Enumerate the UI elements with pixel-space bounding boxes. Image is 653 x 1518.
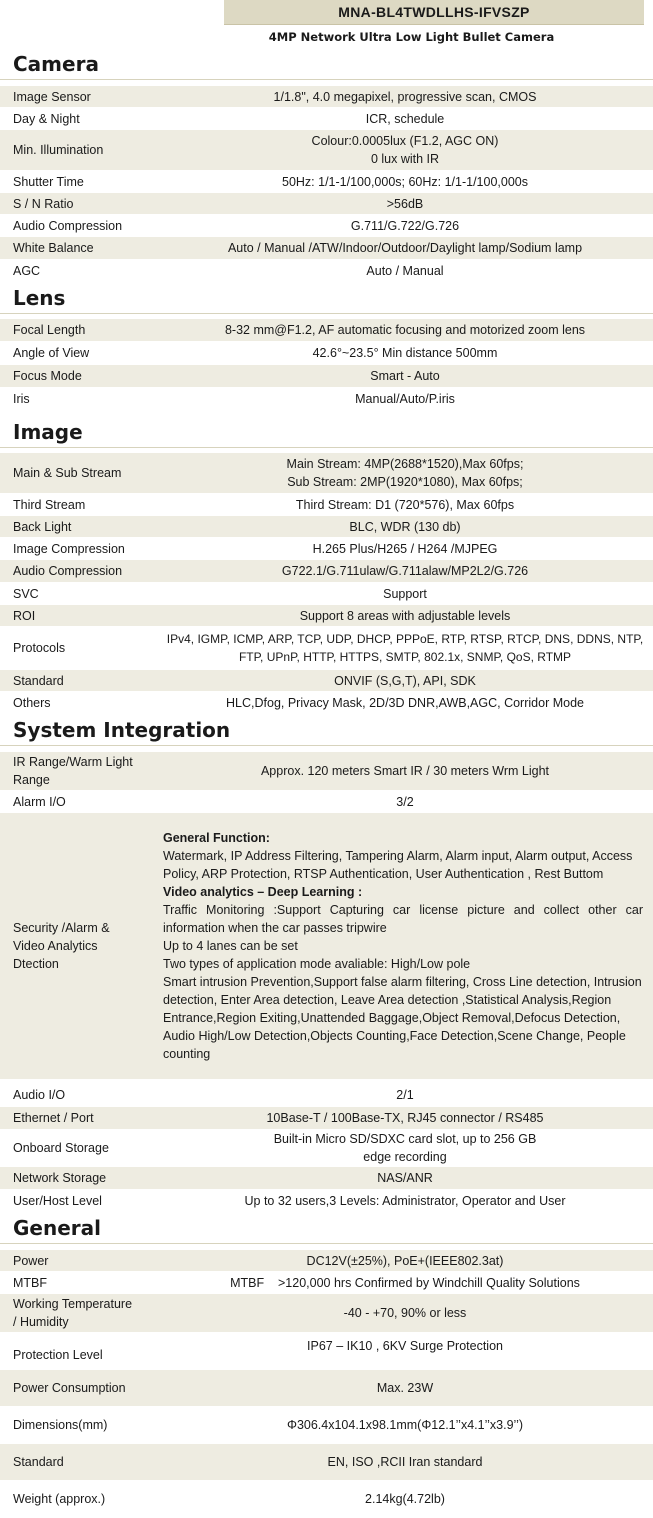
video-analytics-heading: Video analytics – Deep Learning : — [163, 885, 363, 899]
spec-label — [0, 1295, 163, 1331]
spec-label — [0, 753, 163, 789]
spec-label: Back Light — [13, 519, 72, 534]
spec-row — [0, 560, 653, 583]
smart-intrusion-text: Smart intrusion Prevention,Support false alarm filtering, Cross Line detection, Intrusion detection, Enter Area detection, Leave Area detection ,Statistical Analysis,Region Entrance,Region Exiting,Unattended Baggage,Object Removal,Defocus Detection, Audio High/Low Detection,Objects Counting,Face Detection,Scene Change, People counting — [163, 975, 642, 1061]
spec-row — [0, 1272, 653, 1294]
spec-label: Protocols — [13, 641, 66, 655]
spec-label: Image Sensor — [13, 89, 91, 104]
spec-row — [0, 791, 653, 813]
spec-label: Dimensions(mm) — [13, 1418, 108, 1432]
spec-value — [163, 1130, 653, 1166]
spec-value: Third Stream: D1 (720*576), Max 60fps — [295, 497, 515, 512]
section-title-camera: Camera — [0, 49, 653, 80]
product-subtitle: 4MP Network Ultra Low Light Bullet Camera — [268, 30, 555, 44]
spec-label: Angle of View — [13, 346, 90, 360]
spec-value: BLC, WDR (130 db) — [349, 519, 461, 534]
spec-row — [0, 1130, 653, 1167]
spec-label: Image Compression — [13, 541, 125, 556]
general-function-heading: General Function: — [163, 831, 270, 845]
spec-row — [0, 692, 653, 715]
spec-label: Audio I/O — [13, 1088, 66, 1102]
spec-row — [0, 583, 653, 605]
spec-label: AGC — [13, 264, 41, 278]
spec-row — [0, 86, 653, 108]
spec-label: Main & Sub Stream — [13, 466, 122, 480]
spec-label: Standard — [13, 673, 64, 688]
spec-value: Auto / Manual — [366, 264, 444, 278]
spec-value: EN, ISO ,RCII Iran standard — [327, 1455, 483, 1469]
spec-row — [0, 494, 653, 516]
spec-label: Iris — [13, 392, 30, 406]
spec-label: White Balance — [13, 241, 94, 255]
section-title-system-integration: System Integration — [0, 715, 653, 746]
spec-label: Focus Mode — [13, 369, 82, 383]
spec-label: Focal Length — [13, 323, 86, 337]
spec-value: Φ306.4x104.1x98.1mm(Φ12.1’’x4.1’’x3.9’’) — [286, 1418, 524, 1432]
section-title-image: Image — [0, 417, 653, 448]
section-title-general: General — [0, 1213, 653, 1244]
spec-value: Support — [383, 586, 427, 601]
spec-row — [0, 388, 653, 411]
spec-row — [0, 319, 653, 342]
spec-value: MTBF >120,000 hrs Confirmed by Windchill Quality Solutions — [230, 1275, 580, 1290]
spec-row — [0, 1481, 653, 1518]
spec-value-line: 0 lux with IR — [370, 152, 440, 166]
spec-label: Min. Illumination — [13, 143, 104, 157]
spec-label: Protection Level — [13, 1348, 103, 1362]
spec-value: 1/1.8", 4.0 megapixel, progressive scan, CMOS — [273, 89, 537, 104]
spec-value: Max. 23W — [376, 1381, 434, 1395]
spec-value: DC12V(±25%), PoE+(IEEE802.3at) — [306, 1253, 504, 1268]
spec-row — [0, 1333, 653, 1370]
spec-value-line: FTP, UPnP, HTTP, HTTPS, SMTP, 802.1x, SNMP, QoS, RTMP — [238, 650, 572, 664]
spec-label: Power — [13, 1253, 49, 1268]
spec-label: Audio Compression — [13, 218, 123, 233]
spec-label-line: Video Analytics — [13, 939, 98, 953]
spec-value-line: Colour:0.0005lux (F1.2, AGC ON) — [311, 134, 499, 148]
spec-label: Ethernet / Port — [13, 1111, 94, 1125]
spec-value: 2.14kg(4.72lb) — [365, 1492, 445, 1506]
spec-label: MTBF — [13, 1275, 48, 1290]
spec-label: Network Storage — [13, 1171, 107, 1185]
spec-value: 42.6°~23.5° Min distance 500mm — [312, 346, 498, 360]
spec-value: 2/1 — [396, 1088, 414, 1102]
spec-label: ROI — [13, 608, 36, 623]
spec-row — [0, 1444, 653, 1481]
spec-value: Approx. 120 meters Smart IR / 30 meters Wrm Light — [260, 764, 550, 778]
spec-label: Power Consumption — [13, 1381, 126, 1395]
spec-value — [163, 455, 653, 491]
spec-row — [0, 193, 653, 215]
spec-row — [0, 342, 653, 365]
spec-row — [0, 1190, 653, 1213]
spec-row — [0, 215, 653, 237]
spec-label: Alarm I/O — [13, 794, 66, 809]
spec-row — [0, 538, 653, 560]
spec-value: 50Hz: 1/1-1/100,000s; 60Hz: 1/1-1/100,000s — [282, 174, 528, 189]
spec-row — [0, 752, 653, 791]
spec-value: 3/2 — [396, 794, 414, 809]
spec-value: NAS/ANR — [377, 1171, 433, 1185]
spec-row — [0, 171, 653, 193]
spec-label: SVC — [13, 586, 39, 601]
spec-value — [163, 630, 653, 666]
spec-value-line: Sub Stream: 2MP(1920*1080), Max 60fps; — [287, 475, 523, 489]
spec-row — [0, 1407, 653, 1444]
model-number: MNA-BL4TWDLLHS-IFVSZP — [224, 0, 644, 25]
spec-row — [0, 605, 653, 627]
spec-row — [0, 627, 653, 670]
spec-value — [163, 132, 653, 168]
spec-value: Up to 32 users,3 Levels: Administrator, Operator and User — [244, 1194, 566, 1208]
spec-label: Onboard Storage — [13, 1141, 109, 1155]
spec-label-line: Security /Alarm & — [13, 921, 110, 935]
spec-value-line: Built-in Micro SD/SDXC card slot, up to 256 GB — [273, 1132, 537, 1146]
spec-value: 8-32 mm@F1.2, AF automatic focusing and motorized zoom lens — [224, 323, 586, 337]
general-function-text: Watermark, IP Address Filtering, Tampering Alarm, Alarm input, Alarm output, Access Policy, ARP Protection, RTSP Authentication, User Authentication , Rest Buttom — [163, 849, 633, 881]
spec-row-security — [0, 813, 653, 1080]
section-title-lens: Lens — [0, 283, 653, 314]
spec-row — [0, 130, 653, 171]
spec-value-line: IPv4, IGMP, ICMP, ARP, TCP, UDP, DHCP, PPPoE, RTP, RTSP, RTCP, DNS, DDNS, NTP, — [166, 632, 644, 646]
spec-value: G.711/G.722/G.726 — [350, 218, 460, 233]
spec-row — [0, 1294, 653, 1333]
security-details — [163, 829, 653, 1063]
spec-value: H.265 Plus/H265 / H264 /MJPEG — [312, 541, 498, 556]
spec-row — [0, 1370, 653, 1407]
spec-row — [0, 670, 653, 692]
spec-label-line: Range — [13, 773, 50, 787]
spec-label: Audio Compression — [13, 564, 123, 578]
spec-row — [0, 108, 653, 130]
spec-label: Standard — [13, 1455, 64, 1469]
spec-row — [0, 1107, 653, 1130]
spec-label: Day & Night — [13, 111, 80, 126]
spec-label-line: / Humidity — [13, 1315, 69, 1329]
spec-value: G722.1/G.711ulaw/G.711alaw/MP2L2/G.726 — [281, 564, 529, 578]
spec-value: Manual/Auto/P.iris — [355, 392, 455, 406]
spec-value-line: Main Stream: 4MP(2688*1520),Max 60fps; — [286, 457, 524, 471]
application-mode-text: Two types of application mode avaliable: High/Low pole — [163, 957, 471, 971]
spec-label: Weight (approx.) — [13, 1492, 106, 1506]
spec-row — [0, 1250, 653, 1272]
spec-row — [0, 516, 653, 538]
spec-row — [0, 365, 653, 388]
spec-row — [0, 237, 653, 260]
spec-row — [0, 1080, 653, 1107]
spec-label — [0, 919, 163, 973]
spec-value: Auto / Manual /ATW/Indoor/Outdoor/Daylight lamp/Sodium lamp — [227, 241, 583, 255]
spec-row — [0, 453, 653, 494]
spec-row — [0, 260, 653, 283]
spec-value: >56dB — [386, 196, 424, 211]
spec-label: Others — [13, 696, 51, 710]
spec-value: ONVIF (S,G,T), API, SDK — [334, 673, 476, 688]
lanes-text: Up to 4 lanes can be set — [163, 939, 298, 953]
spec-label: S / N Ratio — [13, 196, 74, 211]
spec-value: 10Base-T / 100Base-TX, RJ45 connector / RS485 — [266, 1111, 544, 1125]
spec-value: HLC,Dfog, Privacy Mask, 2D/3D DNR,AWB,AGC, Corridor Mode — [226, 696, 584, 710]
spec-label-line: IR Range/Warm Light — [13, 755, 133, 769]
spec-label-line: Dtection — [13, 957, 59, 971]
spec-label: Shutter Time — [13, 174, 84, 189]
spec-row — [0, 1167, 653, 1190]
spec-value: -40 - +70, 90% or less — [343, 1306, 467, 1320]
spec-value: IP67 – IK10 , 6KV Surge Protection — [307, 1339, 503, 1353]
spec-value: ICR, schedule — [365, 111, 445, 126]
spec-label: Third Stream — [13, 497, 86, 512]
spec-value-line: edge recording — [363, 1150, 447, 1164]
spec-label: User/Host Level — [13, 1194, 102, 1208]
spec-label-line: Working Temperature — [13, 1297, 133, 1311]
traffic-monitoring-text: Traffic Monitoring :Support Capturing car license picture and collect other car information when the car passes tripwire — [163, 903, 643, 935]
spec-value: Support 8 areas with adjustable levels — [299, 608, 511, 623]
spec-value: Smart - Auto — [370, 369, 440, 383]
